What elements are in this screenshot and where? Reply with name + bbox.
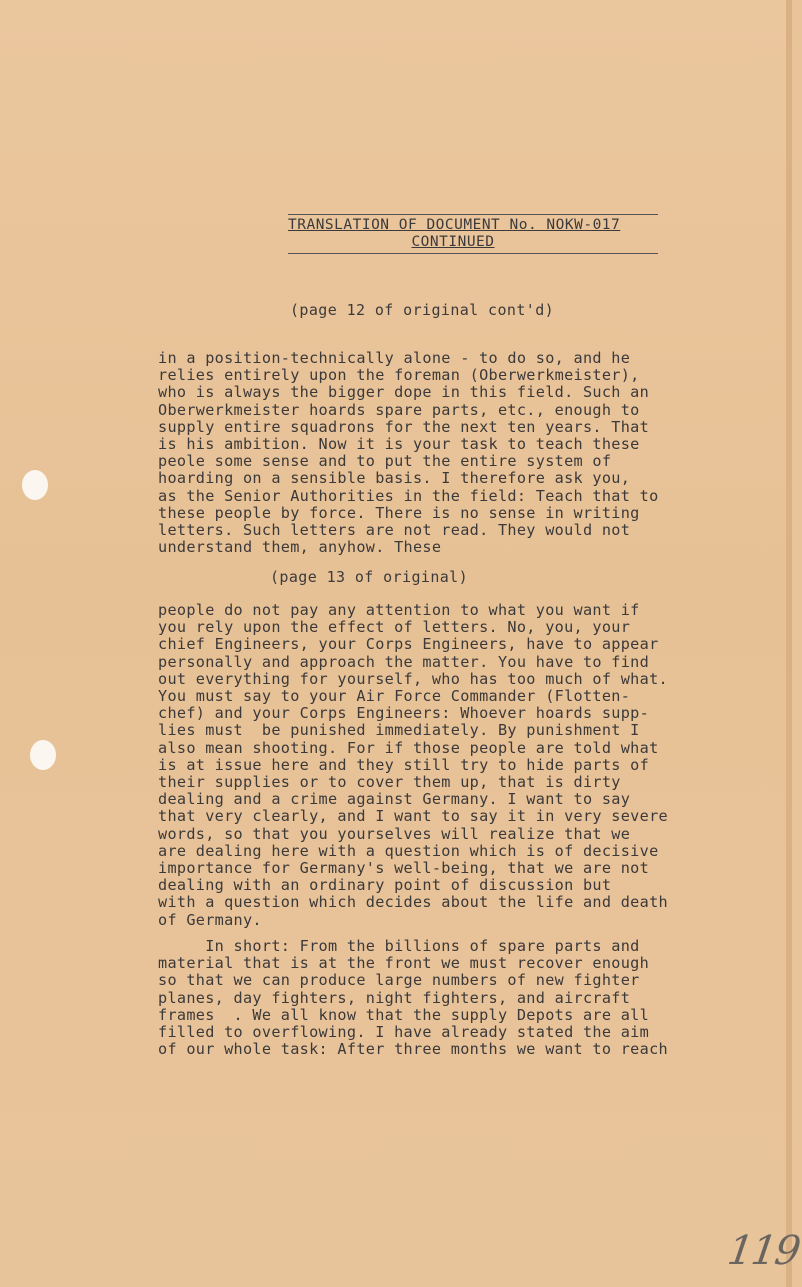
text-line: is his ambition. Now it is your task to teach these [158, 435, 640, 454]
header-title: TRANSLATION OF DOCUMENT No. NOKW-017 [288, 214, 658, 234]
punch-hole-bottom [30, 740, 56, 770]
text-line: you rely upon the effect of letters. No, you, your [158, 618, 631, 637]
text-line: relies entirely upon the foreman (Oberwerkmeister), [158, 366, 640, 385]
text-line: of Germany. [158, 910, 262, 929]
text-line: who is always the bigger dope in this field. Such an [158, 383, 650, 402]
text-line: peole some sense and to put the entire system of [158, 452, 612, 471]
text-line: understand them, anyhow. These [158, 538, 442, 557]
text-line: hoarding on a sensible basis. I therefore ask you, [158, 469, 631, 488]
text-line: filled to overflowing. I have already stated the aim [158, 1023, 650, 1042]
text-line: out everything for yourself, who has too much of what. [158, 669, 668, 688]
text-line: You must say to your Air Force Commander (Flotten- [158, 687, 631, 706]
text-line: material that is at the front we must recover enough [158, 954, 650, 973]
text-line: are dealing here with a question which is of decisive [158, 841, 659, 860]
text-line: words, so that you yourselves will realize that we [158, 824, 631, 843]
text-line: frames . We all know that the supply Depots are all [158, 1005, 650, 1024]
text-line: chief Engineers, your Corps Engineers, have to appear [158, 635, 659, 654]
text-line: In short: From the billions of spare parts and [158, 937, 640, 955]
text-line: with a question which decides about the life and death [158, 893, 668, 912]
text-line: is at issue here and they still try to hide parts of [158, 755, 650, 774]
text-line: dealing and a crime against Germany. I want to say [158, 790, 631, 809]
text-line: as the Senior Authorities in the field: Teach that to [158, 486, 659, 505]
text-line: importance for Germany's well-being, that we are not [158, 859, 650, 878]
paragraph-1 [158, 350, 718, 556]
text-line: planes, day fighters, night fighters, and aircraft [158, 988, 631, 1007]
text-line: these people by force. There is no sense in writing [158, 503, 640, 522]
header-rule [288, 253, 658, 254]
header-subtitle: CONTINUED [411, 234, 495, 250]
text-line: dealing with an ordinary point of discussion but [158, 876, 612, 895]
punch-hole-top [22, 470, 48, 500]
document-header [288, 214, 658, 254]
text-line: personally and approach the matter. You have to find [158, 652, 650, 671]
text-line: of our whole task: After three months we want to reach [158, 1040, 668, 1059]
page-edge [786, 0, 792, 1287]
text-line: lies must be punished immediately. By punishment I [158, 721, 640, 740]
text-line: in a position-technically alone - to do so, and he [158, 349, 631, 367]
page-reference-13: (page 13 of original) [270, 568, 469, 586]
paragraph-2 [158, 602, 718, 929]
text-line: supply entire squadrons for the next ten years. That [158, 417, 650, 436]
page-reference-12: (page 12 of original cont'd) [290, 301, 555, 319]
text-line: so that we can produce large numbers of new fighter [158, 971, 640, 990]
paragraph-3 [158, 938, 718, 1058]
text-line: people do not pay any attention to what you want if [158, 601, 640, 619]
text-line: also mean shooting. For if those people are told what [158, 738, 659, 757]
text-line: chef) and your Corps Engineers: Whoever hoards supp- [158, 704, 650, 723]
text-line: that very clearly, and I want to say it in very severe [158, 807, 668, 826]
text-line: Oberwerkmeister hoards spare parts, etc., enough to [158, 400, 640, 419]
text-line: their supplies or to cover them up, that is dirty [158, 773, 621, 792]
text-line: letters. Such letters are not read. They would not [158, 521, 631, 540]
handwritten-page-number: 119 [724, 1228, 802, 1274]
